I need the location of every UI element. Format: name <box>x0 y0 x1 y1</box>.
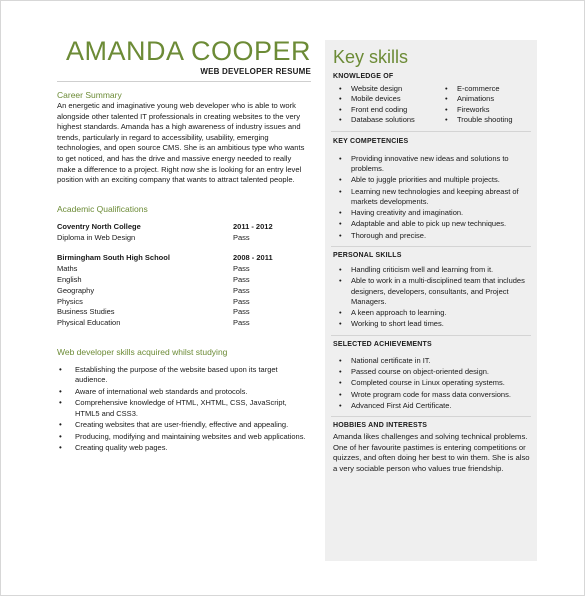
list-item: • Handling criticism well and learning from it. <box>325 265 537 275</box>
list-item: • Advanced First Aid Certificate. <box>325 401 537 411</box>
knowledge-heading: KNOWLEDGE OF <box>333 73 394 80</box>
subject-row <box>57 318 311 329</box>
subject-name: Physics <box>57 296 83 306</box>
list-item: • Learning new technologies and keeping abreast of markets developments. <box>325 187 537 208</box>
list-item: • Trouble shooting <box>445 115 535 125</box>
key-skills-heading: Key skills <box>333 47 409 67</box>
list-item: • Creating websites that are user-friendly, effective and appealing. <box>57 420 311 431</box>
competencies-list <box>325 154 537 241</box>
list-item: • Establishing the purpose of the website based upon its target audience. <box>57 365 311 386</box>
list-item: • Able to juggle priorities and multiple projects. <box>325 175 537 185</box>
achievements-list <box>325 356 537 411</box>
achievements-heading: SELECTED ACHIEVEMENTS <box>333 340 432 348</box>
academic-table <box>57 222 311 329</box>
school-row <box>57 253 311 264</box>
list-item: • Producing, modifying and maintaining websites and web applications. <box>57 432 311 443</box>
subject-name: Physical Education <box>57 318 121 328</box>
list-item: • Comprehensive knowledge of HTML, XHTML, CSS, JavaScript, HTML5 and CSS3. <box>57 398 311 419</box>
school-name: Birmingham South High School <box>57 253 170 263</box>
list-item: • Mobile devices <box>339 94 445 104</box>
personal-skills-heading: PERSONAL SKILLS <box>333 252 402 259</box>
list-item: • Passed course on object-oriented design. <box>325 367 537 377</box>
key-skills-sidebar <box>325 40 537 561</box>
subject-row <box>57 297 311 308</box>
hobbies-heading: HOBBIES AND INTERESTS <box>333 422 428 430</box>
resume-subtitle: WEB DEVELOPER RESUME <box>200 67 311 76</box>
academic-heading: Academic Qualifications <box>57 203 148 214</box>
list-item: • Providing innovative new ideas and solutions to problems. <box>325 154 537 175</box>
list-item: • Completed course in Linux operating systems. <box>325 378 537 388</box>
subject-result: Pass <box>233 318 250 328</box>
personal-skills-list <box>325 265 537 330</box>
subject-name: Business Studies <box>57 307 115 317</box>
main-column <box>57 37 311 455</box>
web-skills-heading: Web developer skills acquired whilst studying <box>57 346 228 357</box>
subject-result: Pass <box>233 232 250 242</box>
subject-name: Diploma in Web Design <box>57 232 136 242</box>
list-item: • Wrote program code for mass data conversions. <box>325 390 537 400</box>
candidate-name: AMANDA COOPER <box>65 36 311 66</box>
web-skills-list <box>57 365 311 454</box>
subject-result: Pass <box>233 296 250 306</box>
list-item: • Front end coding <box>339 105 445 115</box>
subject-name: Geography <box>57 285 95 295</box>
subject-name: Maths <box>57 264 78 274</box>
list-item: • Animations <box>445 94 535 104</box>
subject-result: Pass <box>233 274 250 284</box>
list-item: • National certificate in IT. <box>325 356 537 366</box>
header-divider <box>57 81 311 82</box>
career-summary-heading: Career Summary <box>57 90 122 100</box>
list-item: • Adaptable and able to pick up new techniques. <box>325 219 537 229</box>
list-item: • Having creativity and imagination. <box>325 208 537 218</box>
section-divider <box>331 131 531 132</box>
subject-row <box>57 307 311 318</box>
list-item: • Creating quality web pages. <box>57 443 311 454</box>
section-divider <box>331 335 531 336</box>
section-divider <box>331 416 531 417</box>
knowledge-list <box>325 84 537 126</box>
list-item: • Fireworks <box>445 105 535 115</box>
subject-name: English <box>57 274 82 284</box>
competencies-heading: KEY COMPETENCIES <box>333 137 409 145</box>
list-item: • Thorough and precise. <box>325 231 537 241</box>
list-item: • A keen approach to learning. <box>325 308 537 318</box>
school-years: 2011 - 2012 <box>233 221 273 231</box>
subject-row <box>57 233 311 244</box>
list-item: • Aware of international web standards and protocols. <box>57 387 311 398</box>
school-name: Coventry North College <box>57 221 141 231</box>
spacer <box>57 243 311 253</box>
list-item: • E-commerce <box>445 84 535 94</box>
school-row <box>57 222 311 233</box>
career-summary-text: An energetic and imaginative young web developer who is able to work alongside other talented IT professionals in creating websites to the very highest standards. Amanda has a high awareness of industry issues and trends, particularly in regard to accessibility, usability, emerging technologies, and open source CMS. She is an ambitious type who wants to get noticed, and has the drive and massive energy needed to really make a difference to a project. Right now she is looking for an entry level position with an exciting company that wants to attract talented people. <box>57 101 305 185</box>
list-item: • Website design <box>339 84 445 94</box>
school-years: 2008 - 2011 <box>233 253 273 263</box>
subject-row <box>57 286 311 297</box>
hobbies-text: Amanda likes challenges and solving technical problems. One of her favourite pastimes is entering competitions or quizzes, and often doing her best to win them. She is also a very sociable person who values true friendship. <box>333 432 530 474</box>
list-item: • Working to short lead times. <box>325 319 537 329</box>
subject-row <box>57 264 311 275</box>
subject-result: Pass <box>233 285 250 295</box>
subject-result: Pass <box>233 307 250 317</box>
list-item: • Database solutions <box>339 115 445 125</box>
list-item: • Able to work in a multi-disciplined team that includes designers, developers, consultants, and Project Managers. <box>325 276 537 307</box>
subject-row <box>57 275 311 286</box>
subject-result: Pass <box>233 264 250 274</box>
section-divider <box>331 246 531 247</box>
